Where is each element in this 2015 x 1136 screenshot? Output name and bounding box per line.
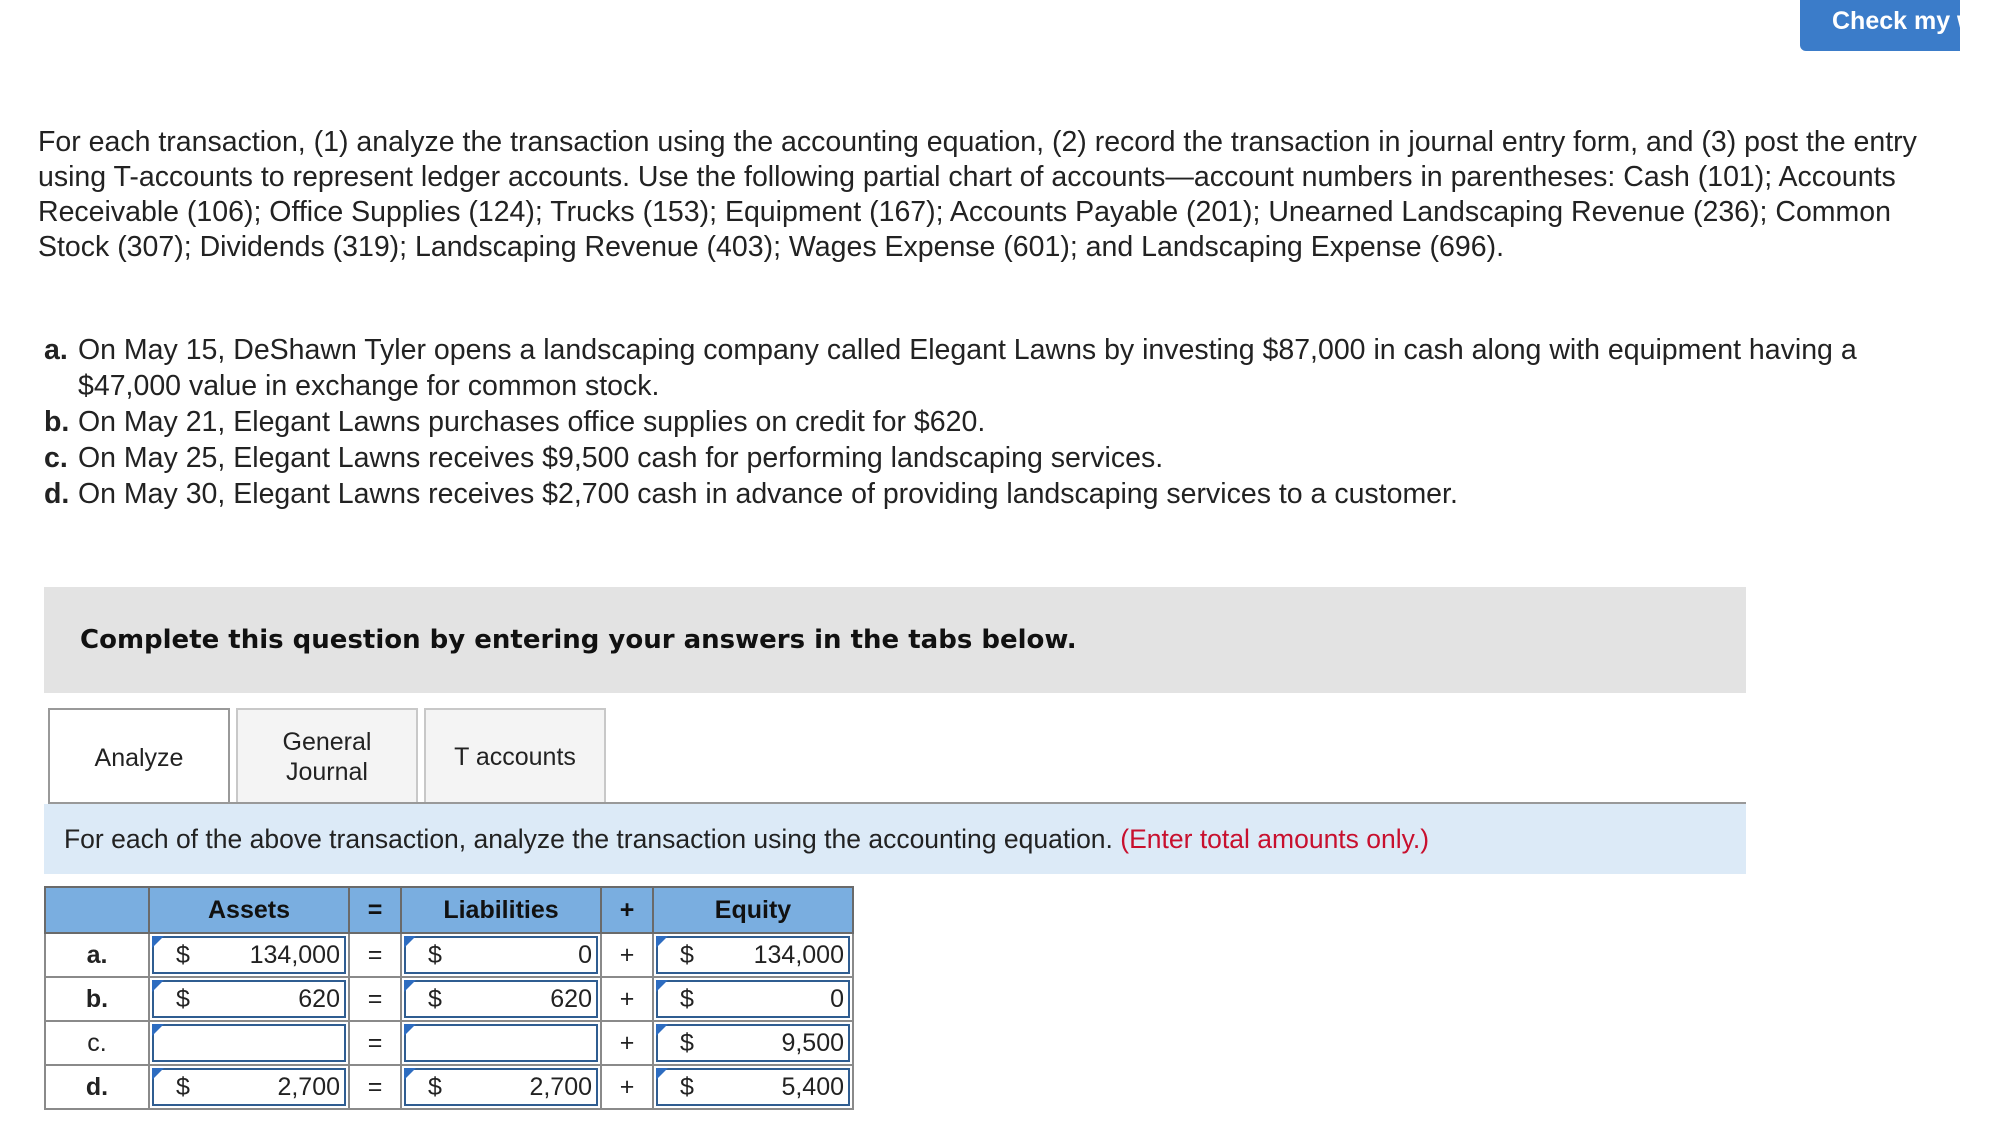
row-label-header (45, 887, 149, 933)
list-item (44, 404, 1924, 440)
input-flag-icon (656, 1068, 668, 1080)
input-flag-icon (656, 1024, 668, 1036)
currency-symbol: $ (428, 1073, 442, 1101)
tab-label: Analyze (94, 744, 184, 772)
plus-sign: + (601, 1065, 653, 1109)
liabilities-input[interactable] (404, 936, 598, 974)
input-flag-icon (656, 936, 668, 948)
input-flag-icon (404, 980, 416, 992)
liabilities-input[interactable] (404, 980, 598, 1018)
complete-prompt: Complete this question by entering your answers in the tabs below. (44, 587, 1746, 693)
currency-symbol: $ (428, 985, 442, 1013)
input-flag-icon (404, 1024, 416, 1036)
liabilities-value: 0 (578, 941, 592, 969)
currency-symbol: $ (176, 985, 190, 1013)
input-flag-icon (152, 936, 164, 948)
tab-t-accounts[interactable] (424, 708, 606, 804)
plus-sign: + (601, 933, 653, 977)
equity-value: 5,400 (781, 1073, 844, 1101)
table-header-row (45, 887, 853, 933)
tab-general-journal[interactable] (236, 708, 418, 804)
equity-input[interactable] (656, 1068, 850, 1106)
instruction-note: (Enter total amounts only.) (1120, 824, 1430, 854)
currency-symbol: $ (680, 1073, 694, 1101)
assets-input[interactable] (152, 1024, 346, 1062)
equity-input[interactable] (656, 936, 850, 974)
equals-sign: = (349, 1065, 401, 1109)
assets-header: Assets (149, 887, 349, 933)
input-flag-icon (152, 1024, 164, 1036)
transaction-text: On May 30, Elegant Lawns receives $2,700 cash in advance of providing landscaping services to a customer. (78, 478, 1458, 510)
row-label: a. (45, 933, 149, 977)
equity-value: 9,500 (781, 1029, 844, 1057)
equals-sign: = (349, 933, 401, 977)
equity-value: 0 (830, 985, 844, 1013)
assets-value: 2,700 (277, 1073, 340, 1101)
currency-symbol: $ (176, 941, 190, 969)
table-row (45, 977, 853, 1021)
answer-tabs (48, 708, 606, 804)
liabilities-header: Liabilities (401, 887, 601, 933)
instruction-text: For each of the above transaction, analyze the transaction using the accounting equation. (64, 824, 1113, 854)
equity-header: Equity (653, 887, 853, 933)
currency-symbol: $ (680, 1029, 694, 1057)
list-item (44, 440, 1924, 476)
assets-input[interactable] (152, 936, 346, 974)
row-label: d. (45, 1065, 149, 1109)
liabilities-input[interactable] (404, 1024, 598, 1062)
equals-sign: = (349, 1021, 401, 1065)
transaction-letter: c. (44, 442, 68, 474)
assets-value: 620 (298, 985, 340, 1013)
input-flag-icon (404, 936, 416, 948)
transaction-text: On May 15, DeShawn Tyler opens a landscaping company called Elegant Lawns by investing $87,000 in cash along with equipment having a $47,000 value in exchange for common stock. (78, 334, 1857, 402)
transaction-list (44, 332, 1924, 512)
tab-analyze[interactable] (48, 708, 230, 806)
equity-input[interactable] (656, 980, 850, 1018)
currency-symbol: $ (428, 941, 442, 969)
instruction-box (44, 804, 1746, 874)
liabilities-input[interactable] (404, 1068, 598, 1106)
input-flag-icon (404, 1068, 416, 1080)
currency-symbol: $ (176, 1073, 190, 1101)
row-label: b. (45, 977, 149, 1021)
list-item (44, 476, 1924, 512)
plus-header: + (601, 887, 653, 933)
transaction-letter: a. (44, 334, 68, 366)
tab-label: T accounts (454, 743, 576, 771)
plus-sign: + (601, 1021, 653, 1065)
transaction-text: On May 25, Elegant Lawns receives $9,500 cash for performing landscaping services. (78, 442, 1164, 474)
table-row (45, 933, 853, 977)
table-row (45, 1021, 853, 1065)
assets-value: 134,000 (249, 941, 340, 969)
equity-input[interactable] (656, 1024, 850, 1062)
input-flag-icon (152, 980, 164, 992)
currency-symbol: $ (680, 941, 694, 969)
liabilities-value: 2,700 (529, 1073, 592, 1101)
row-label: c. (45, 1021, 149, 1065)
equals-sign: = (349, 977, 401, 1021)
input-flag-icon (656, 980, 668, 992)
assets-input[interactable] (152, 1068, 346, 1106)
tab-label: General Journal (282, 728, 372, 786)
input-flag-icon (152, 1068, 164, 1080)
equals-header: = (349, 887, 401, 933)
equity-value: 134,000 (753, 941, 844, 969)
plus-sign: + (601, 977, 653, 1021)
accounting-equation-table (44, 886, 854, 1110)
transaction-letter: d. (44, 478, 70, 510)
question-intro: For each transaction, (1) analyze the transaction using the accounting equation, (2) record the transaction in journal entry form, and (3) post the entry using T-accounts to represent ledger accounts. Use the following partial chart of accounts—account numbers in parentheses: Cash (101); Accounts Receivable (106); Office Supplies (124); Trucks (153); Equipment (167); Accounts Payable (201); Unearned Landscaping Revenue (236); Common Stock (307); Dividends (319); Landscaping Revenue (403); Wages Expense (601); and Landscaping Expense (696). (38, 126, 1917, 263)
transaction-letter: b. (44, 406, 70, 438)
assets-input[interactable] (152, 980, 346, 1018)
table-row (45, 1065, 853, 1109)
list-item (44, 332, 1924, 404)
currency-symbol: $ (680, 985, 694, 1013)
transaction-text: On May 21, Elegant Lawns purchases office supplies on credit for $620. (78, 406, 986, 438)
check-my-work-button[interactable]: Check my work (1800, 0, 1960, 51)
liabilities-value: 620 (550, 985, 592, 1013)
